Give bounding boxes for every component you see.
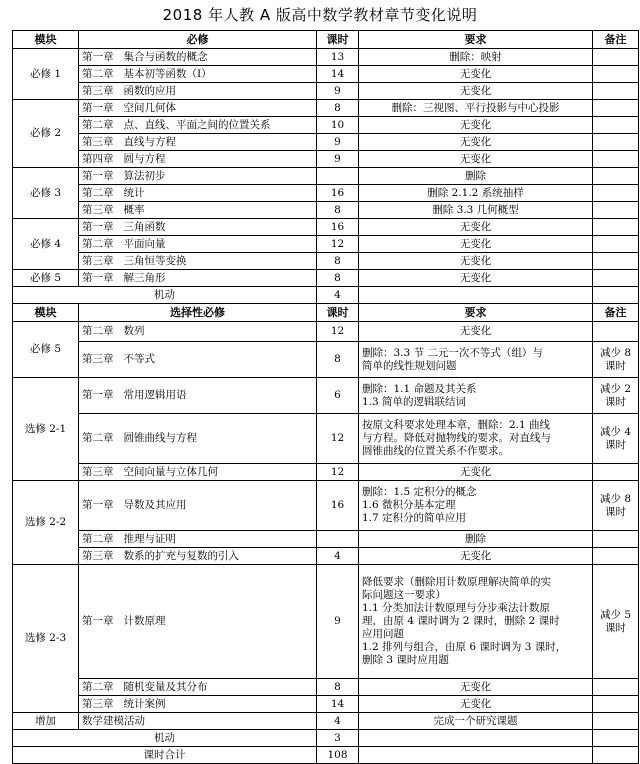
chapter-cell: 第三章 三角恒等变换 [79, 253, 317, 270]
hours-cell: 4 [317, 548, 359, 565]
chapter-cell: 第二章 统计 [79, 185, 317, 202]
requirement-cell: 完成一个研究课题 [359, 713, 593, 730]
module-cell: 必修 5 [13, 270, 79, 287]
chapter-cell: 第一章 空间几何体 [79, 100, 317, 117]
remark-cell [593, 322, 639, 342]
remark-cell [593, 117, 639, 134]
added-row [13, 713, 639, 730]
hours-cell: 9 [317, 83, 359, 100]
requirement-cell: 无变化 [359, 464, 593, 481]
table-row [13, 66, 639, 83]
requirement-cell [359, 287, 593, 304]
hours-cell: 16 [317, 481, 359, 531]
table-row [13, 565, 639, 679]
requirement-cell: 删除：映射 [359, 49, 593, 66]
requirement-cell: 无变化 [359, 696, 593, 713]
requirement-cell: 降低要求（删除用计数原理解决简单的实 际问题这一要求） 1.1 分类加法计数原理与分步乘法计数原 理，由原 4 课时调为 2 课时，删除 2 课时 应用问题 1.2 排列与组合，由原 6 课时调为 3 课时， 删除 3 课时应用题 [359, 565, 593, 679]
remark-header: 备注 [593, 31, 639, 49]
total-hours: 108 [317, 747, 359, 764]
module-cell: 必修 5 [13, 322, 79, 378]
hours-cell: 4 [317, 287, 359, 304]
table-row [13, 342, 639, 378]
module-cell: 增加 [13, 713, 79, 730]
remark-cell [593, 236, 639, 253]
remark-cell [593, 713, 639, 730]
hours-cell: 9 [317, 134, 359, 151]
remark-cell [593, 464, 639, 481]
hours-header: 课时 [317, 31, 359, 49]
requirement-cell: 删除 2.1.2 系统抽样 [359, 185, 593, 202]
table-row [13, 83, 639, 100]
subject-header: 必修 [79, 31, 317, 49]
chapter-cell: 第二章 数列 [79, 322, 317, 342]
hours-cell: 12 [317, 236, 359, 253]
hours-cell: 3 [317, 730, 359, 747]
remark-cell [593, 696, 639, 713]
hours-cell [317, 168, 359, 185]
chapter-cell: 第四章 圆与方程 [79, 151, 317, 168]
hours-cell: 16 [317, 219, 359, 236]
chapter-cell: 第一章 计数原理 [79, 565, 317, 679]
header-row [13, 304, 639, 322]
table-row [13, 531, 639, 548]
remark-cell [593, 185, 639, 202]
table-row [13, 100, 639, 117]
chapter-cell: 第三章 函数的应用 [79, 83, 317, 100]
requirement-cell: 无变化 [359, 66, 593, 83]
table-row [13, 236, 639, 253]
chapter-cell: 数学建模活动 [79, 713, 317, 730]
table-row [13, 679, 639, 696]
module-cell: 必修 2 [13, 100, 79, 168]
requirement-cell: 无变化 [359, 548, 593, 565]
module-cell: 选修 2-3 [13, 565, 79, 713]
remark-cell [593, 219, 639, 236]
remark-cell [593, 730, 639, 747]
table-row [13, 253, 639, 270]
table-row [13, 49, 639, 66]
hours-cell: 4 [317, 713, 359, 730]
requirement-cell: 无变化 [359, 322, 593, 342]
chapter-cell: 第三章 直线与方程 [79, 134, 317, 151]
requirement-cell: 删除：1.5 定积分的概念 1.6 微积分基本定理 1.7 定积分的简单应用 [359, 481, 593, 531]
hours-cell: 8 [317, 270, 359, 287]
chapter-cell: 第一章 三角函数 [79, 219, 317, 236]
hours-cell: 8 [317, 202, 359, 219]
hours-cell: 12 [317, 464, 359, 481]
hours-cell: 9 [317, 151, 359, 168]
chapter-cell: 第三章 统计案例 [79, 696, 317, 713]
module-cell: 选修 2-2 [13, 481, 79, 565]
total-label: 课时合计 [13, 747, 317, 764]
table-row [13, 202, 639, 219]
remark-cell [593, 49, 639, 66]
flex-row [13, 287, 639, 304]
hours-cell: 12 [317, 322, 359, 342]
table-body [13, 31, 639, 764]
hours-cell: 13 [317, 49, 359, 66]
requirement-cell: 无变化 [359, 253, 593, 270]
chapter-cell: 第三章 空间向量与立体几何 [79, 464, 317, 481]
requirement-cell: 删除 3.3 几何概型 [359, 202, 593, 219]
table-row [13, 696, 639, 713]
remark-cell: 减少 8 课时 [593, 342, 639, 378]
remark-cell [593, 548, 639, 565]
flex-label: 机动 [13, 730, 317, 747]
subject-header: 选择性必修 [79, 304, 317, 322]
requirement-cell: 无变化 [359, 270, 593, 287]
table-row [13, 414, 639, 464]
table-row [13, 322, 639, 342]
chapter-cell: 第一章 解三角形 [79, 270, 317, 287]
requirement-cell [359, 730, 593, 747]
requirement-cell: 删除：三视图、平行投影与中心投影 [359, 100, 593, 117]
hours-cell: 14 [317, 66, 359, 83]
module-cell: 必修 4 [13, 219, 79, 270]
chapter-cell: 第一章 算法初步 [79, 168, 317, 185]
requirement-cell: 无变化 [359, 151, 593, 168]
chapter-cell: 第二章 随机变量及其分布 [79, 679, 317, 696]
module-header: 模块 [13, 31, 79, 49]
hours-cell: 16 [317, 185, 359, 202]
remark-cell [593, 747, 639, 764]
module-cell: 选修 2-1 [13, 378, 79, 481]
chapter-cell: 第二章 推理与证明 [79, 531, 317, 548]
chapter-cell: 第二章 基本初等函数（Ⅰ） [79, 66, 317, 83]
hours-cell [317, 531, 359, 548]
remark-cell: 减少 8 课时 [593, 481, 639, 531]
remark-cell [593, 100, 639, 117]
chapter-cell: 第一章 导数及其应用 [79, 481, 317, 531]
hours-cell: 8 [317, 679, 359, 696]
hours-cell: 10 [317, 117, 359, 134]
remark-cell [593, 134, 639, 151]
remark-cell [593, 531, 639, 548]
chapter-cell: 第二章 平面向量 [79, 236, 317, 253]
chapter-cell: 第二章 圆锥曲线与方程 [79, 414, 317, 464]
table-row [13, 168, 639, 185]
chapter-cell: 第三章 不等式 [79, 342, 317, 378]
hours-cell: 12 [317, 414, 359, 464]
remark-cell [593, 679, 639, 696]
chapter-cell: 第三章 概率 [79, 202, 317, 219]
chapter-cell: 第三章 数系的扩充与复数的引入 [79, 548, 317, 565]
table-row [13, 117, 639, 134]
module-cell: 必修 1 [13, 49, 79, 100]
requirement-cell: 按原文科要求处理本章，删除：2.1 曲线 与方程。降低对抛物线的要求。对直线与 圆锥曲线的位置关系不作要求。 [359, 414, 593, 464]
table-row [13, 481, 639, 531]
table-row [13, 378, 639, 414]
remark-cell: 减少 5 课时 [593, 565, 639, 679]
remark-cell [593, 202, 639, 219]
requirement-cell: 无变化 [359, 83, 593, 100]
module-cell: 必修 3 [13, 168, 79, 219]
requirement-header: 要求 [359, 304, 593, 322]
remark-cell [593, 287, 639, 304]
remark-cell: 减少 2 课时 [593, 378, 639, 414]
change-table [12, 30, 639, 764]
page-title: 2018 年人教 A 版高中数学教材章节变化说明 [162, 6, 478, 24]
table-row [13, 185, 639, 202]
remark-cell: 减少 4 课时 [593, 414, 639, 464]
requirement-cell: 删除：3.3 节 二元一次不等式（组）与 简单的线性规划问题 [359, 342, 593, 378]
chapter-cell: 第一章 集合与函数的概念 [79, 49, 317, 66]
requirement-cell: 无变化 [359, 679, 593, 696]
remark-cell [593, 270, 639, 287]
table-row [13, 219, 639, 236]
requirement-cell: 删除 [359, 531, 593, 548]
hours-header: 课时 [317, 304, 359, 322]
requirement-cell: 删除 [359, 168, 593, 185]
hours-cell: 8 [317, 342, 359, 378]
hours-cell: 14 [317, 696, 359, 713]
requirement-cell [359, 747, 593, 764]
remark-cell [593, 66, 639, 83]
hours-cell: 6 [317, 378, 359, 414]
table-row [13, 548, 639, 565]
table-row [13, 151, 639, 168]
remark-header: 备注 [593, 304, 639, 322]
chapter-cell: 第二章 点、直线、平面之间的位置关系 [79, 117, 317, 134]
remark-cell [593, 83, 639, 100]
remark-cell [593, 253, 639, 270]
requirement-cell: 无变化 [359, 219, 593, 236]
requirement-cell: 删除：1.1 命题及其关系 1.3 简单的逻辑联结词 [359, 378, 593, 414]
chapter-cell: 第一章 常用逻辑用语 [79, 378, 317, 414]
hours-cell: 8 [317, 100, 359, 117]
requirement-cell: 无变化 [359, 117, 593, 134]
header-row [13, 31, 639, 49]
hours-cell: 8 [317, 253, 359, 270]
table-row [13, 270, 639, 287]
requirement-cell: 无变化 [359, 134, 593, 151]
remark-cell [593, 151, 639, 168]
table-row [13, 134, 639, 151]
requirement-header: 要求 [359, 31, 593, 49]
requirement-cell: 无变化 [359, 236, 593, 253]
flex-row [13, 730, 639, 747]
hours-cell: 9 [317, 565, 359, 679]
module-header: 模块 [13, 304, 79, 322]
remark-cell [593, 168, 639, 185]
total-row [13, 747, 639, 764]
flex-label: 机动 [13, 287, 317, 304]
table-row [13, 464, 639, 481]
